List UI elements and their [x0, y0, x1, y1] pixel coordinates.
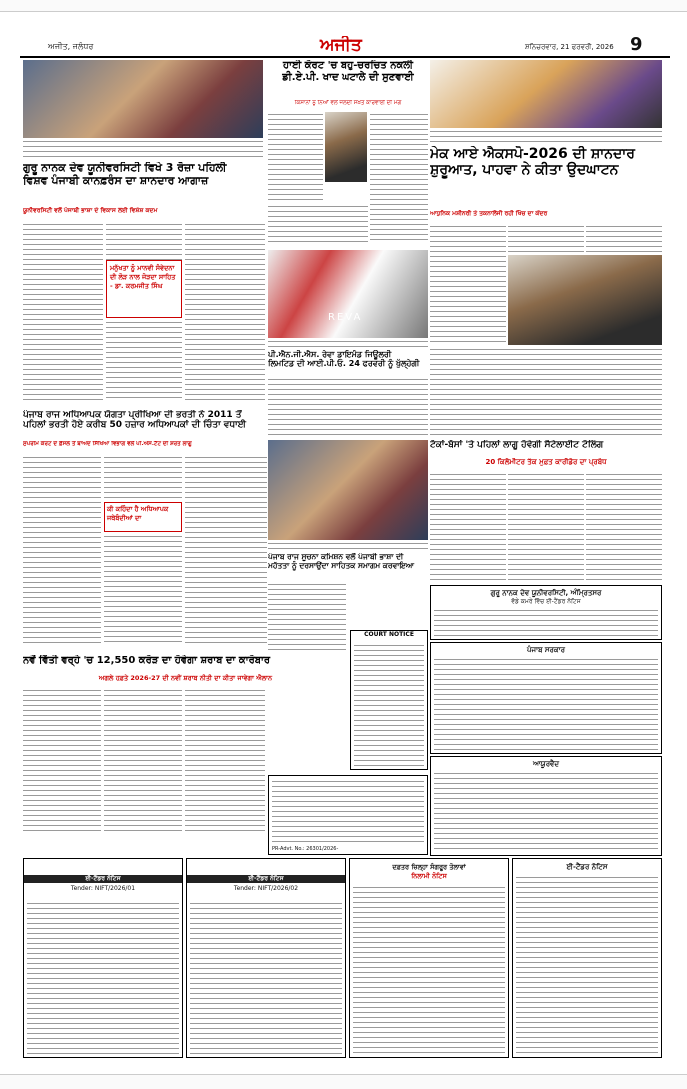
subheadline-dap: ਕਿਸਾਨਾਂ ਨੂੰ ਨਿਆਂ ਵਲੋਂ ਜਲਦੀ ਸਖ਼ਤ ਕਾਰਵਾਈ ਦੀ ਮੰਗ [294, 100, 402, 106]
court-notice [350, 630, 428, 770]
info-commission-photo [268, 440, 428, 540]
headline-liquor: ਨਵੇਂ ਵਿੱਤੀ ਵਰ੍ਹੇ 'ਚ 12,550 ਕਰੋੜ ਦਾ ਹੋਵੇਗਾ ਸ਼ਰਾਬ ਦਾ ਕਾਰੋਬਾਰ [23, 655, 271, 666]
court-notice-title: COURT NOTICE [351, 631, 427, 638]
article-liquor-body-3 [185, 688, 265, 833]
photo-caption [23, 139, 263, 159]
punjab-govt-title: ਪੰਜਾਬ ਸਰਕਾਰ [526, 646, 565, 654]
nift-tender-2-number: Tender: NIFT/2026/02 [233, 885, 299, 892]
page-number: 9 [630, 36, 643, 55]
headline-dap-scam: ਹਾਈ ਕੋਰਟ 'ਚ ਬਹੁ-ਚਰਚਿਤ ਨਕਲੀ ਡੀ.ਏ.ਪੀ. ਖਾਦ ਘਟਾਲੇ ਦੀ ਸੁਣਵਾਈ [282, 60, 414, 83]
article-liquor-body-1 [23, 688, 101, 833]
article-reva-body [268, 377, 428, 435]
article-expo-body-2 [508, 224, 584, 254]
ayurved-title: ਆਯੂਰਵੈਦ [532, 760, 560, 768]
headline-reva-ipo: ਪੀ.ਐਨ.ਜੀ.ਐਸ. ਰੇਵਾ ਡਾਇਮੰਡ ਜਿਊਲਰੀ ਲਿਮਟਿਡ ਦੀ ਆਈ.ਪੀ.ਓ. 24 ਫਰਵਰੀ ਨੂੰ ਖੁੱਲ੍ਹੇਗੀ [268, 350, 420, 369]
print-marks-bottom [0, 1074, 687, 1089]
nift-tender-1-number: Tender: NIFT/2026/01 [70, 885, 136, 892]
gndu-tender-subtitle: ਵੱਡੇ ਕਮਰੇ ਵਿੱਚ ਈ-ਟੈਂਡਰ ਨੋਟਿਸ [511, 598, 581, 605]
teachers-quote-box [104, 502, 182, 532]
article-teachers-body-3 [104, 534, 182, 644]
article-expo-body-1 [430, 224, 506, 344]
gndu-tender-title: ਗੁਰੂ ਨਾਨਕ ਦੇਵ ਯੂਨੀਵਰਸਿਟੀ, ਅੰਮ੍ਰਿਤਸਰ [490, 589, 602, 597]
article-info-commission-body [268, 582, 346, 652]
headline-info-commission: ਪੰਜਾਬ ਰਾਜ ਸੂਚਨਾ ਕਮਿਸ਼ਨ ਵਲੋਂ ਪੰਜਾਬੀ ਭਾਸ਼ਾ ਦੀ ਮਹੱਤਤਾ ਨੂੰ ਦਰਸਾਉਂਦਾ ਸਾਹਿਤਕ ਸਮਾਗਮ ਕਰਵਾਇਆ [268, 553, 415, 570]
article-dap-body-3 [268, 204, 368, 244]
ayurved-notice [430, 756, 662, 856]
conference-photo [23, 60, 263, 138]
article-toll-body-3 [586, 472, 662, 582]
article-liquor-body-2 [104, 688, 182, 833]
pull-quote-box [106, 260, 182, 318]
reva-logo-text: REVA [328, 312, 363, 323]
liquor-auction-title: ਦਫ਼ਤਰ ਜ਼ਿਲ੍ਹਾ ਸੰਗਰੂਰ ਤੋਲਾਵਾਂ [392, 863, 466, 871]
nift-tender-1 [23, 858, 183, 1058]
expo-machine-photo [508, 255, 662, 345]
subheadline-teachers: ਸੁਪਰੀਮ ਕੋਰਟ ਦੇ ਫ਼ੈਸਲੇ ਤੋਂ ਬਾਅਦ ਸਿੱਖਿਆ ਵਿਭਾਗ ਵਲੋਂ ਪੀ.ਐਸ.ਟੈੱਟ ਦੀ ਸ਼ਰਤ ਲਾਗੂ [23, 441, 192, 447]
liquor-auction-subtitle: ਨਿਲਾਮੀ ਨੋਟਿਸ [411, 872, 447, 880]
gndu-tender-notice [430, 585, 662, 640]
subheadline-toll: 20 ਕਿਲੋਮੀਟਰ ਤੱਕ ਮੁਫ਼ਤ ਕਾਰੀਡੋਰ ਦਾ ਪ੍ਰਬੰਧ [485, 458, 607, 466]
subheadline-liquor: ਅਗਲੇ ਹਫ਼ਤੇ 2026-27 ਦੀ ਨਵੀਂ ਸ਼ਰਾਬ ਨੀਤੀ ਦਾ ਕੀਤਾ ਜਾਵੇਗਾ ਐਲਾਨ [98, 674, 273, 682]
reva-photo-caption [268, 339, 428, 347]
subheadline-gndu: ਯੂਨੀਵਰਸਿਟੀ ਵਲੋਂ ਪੰਜਾਬੀ ਭਾਸ਼ਾ ਦੇ ਵਿਕਾਸ ਲਈ ਵਿਸ਼ੇਸ਼ ਕਦਮ [23, 207, 158, 214]
article-toll-body-1 [430, 472, 506, 582]
article-toll-body-2 [508, 472, 584, 582]
pr-advt-notice [268, 775, 428, 855]
bottom-right-tender [512, 858, 662, 1058]
expo-group-photo [430, 60, 662, 128]
headline-expo: ਮੇਕ ਆਏ ਐਕਸਪੋ-2026 ਦੀ ਸ਼ਾਨਦਾਰ ਸ਼ੁਰੂਆਤ, ਪਾਹਵਾ ਨੇ ਕੀਤਾ ਉਦਘਾਟਨ [430, 146, 635, 179]
article-teachers-body-1 [23, 455, 101, 645]
nift-tender-2 [186, 858, 346, 1058]
masthead-date: ਸ਼ਨਿਚਰਵਾਰ, 21 ਫਰਵਰੀ, 2026 [525, 43, 614, 51]
article-expo-body-4 [430, 347, 662, 435]
farmer-leader-photo [325, 112, 367, 182]
pull-quote-text: ਮਨੁੱਖਤਾ ਨੂੰ ਮਾਨਵੀ ਸੰਵੇਦਨਾ ਦੀ ਲੋੜ ਨਾਲ ਜੋੜਦਾ ਸਾਹਿਤ - ਡਾ. ਕਰਮਜੀਤ ਸਿੰਘ [110, 264, 176, 290]
masthead-logo: ਅਜੀਤ [320, 36, 362, 55]
headline-teachers: ਪੰਜਾਬ ਰਾਜ ਅਧਿਆਪਕ ਯੋਗਤਾ ਪ੍ਰੀਖਿਆ ਦੀ ਭਰਤੀ ਨੇ 2011 ਤੋਂ ਪਹਿਲਾਂ ਭਰਤੀ ਹੋਏ ਕਰੀਬ 50 ਹਜ਼ਾਰ ਅਧਿਆਪਕਾਂ ਦੀ ਚਿੰਤਾ ਵਧਾਈ [23, 410, 247, 431]
masthead [20, 36, 670, 58]
article-gndu-body-1 [23, 222, 103, 402]
article-teachers-body-2 [104, 455, 182, 500]
nift-tender-2-title: ਈ-ਟੈਂਡਰ ਨੋਟਿਸ [187, 875, 345, 883]
expo-photo-caption [430, 129, 662, 143]
liquor-auction-notice [349, 858, 509, 1058]
print-marks-bar [0, 0, 687, 12]
info-commission-caption [268, 541, 428, 551]
bottom-right-tender-title: ਈ-ਟੈਂਡਰ ਨੋਟਿਸ [566, 863, 608, 871]
nift-tender-1-title: ਈ-ਟੈਂਡਰ ਨੋਟਿਸ [24, 875, 182, 883]
masthead-left: ਅਜੀਤ, ਜਲੰਧਰ [48, 42, 94, 51]
article-expo-body-3 [586, 224, 662, 254]
article-dap-body-1 [268, 112, 323, 202]
article-dap-body-2 [370, 112, 428, 242]
headline-satellite-tolling: ਟੱਕਾਂ-ਬੱਸਾਂ 'ਤੇ ਪਹਿਲਾਂ ਲਾਗੂ ਹੋਵੇਗੀ ਸੈਟੇਲਾਈਟ ਟੋਲਿੰਗ [430, 440, 604, 450]
pr-advt-number: PR-Advt. No.: 26301/2026- [272, 846, 339, 852]
article-gndu-body-4 [185, 222, 265, 402]
teachers-quote-text: ਕੀ ਕਹਿੰਦਾ ਹੈ ਅਧਿਆਪਕ ਜਥੇਬੰਦੀਆਂ ਦਾ [107, 505, 169, 522]
article-gndu-body-3 [106, 320, 182, 402]
headline-gndu-conference: ਗੁਰੂ ਨਾਨਕ ਦੇਵ ਯੂਨੀਵਰਸਿਟੀ ਵਿਖੇ 3 ਰੋਜ਼ਾ ਪਹਿਲੀ ਵਿਸ਼ਵ ਪੰਜਾਬੀ ਕਾਨਫ਼ਰੰਸ ਦਾ ਸ਼ਾਨਦਾਰ ਆਗਾਜ਼ [23, 162, 227, 187]
article-teachers-body-4 [185, 455, 267, 645]
article-gndu-body-2 [106, 222, 182, 262]
subheadline-expo: ਆਧੁਨਿਕ ਮਸ਼ੀਨਰੀ ਤੇ ਤਕਨਾਲੋਜੀ ਰਹੀ ਖਿੱਚ ਦਾ ਕੇਂਦਰ [430, 210, 548, 217]
punjab-govt-tender [430, 642, 662, 754]
reva-launch-photo [268, 250, 428, 338]
